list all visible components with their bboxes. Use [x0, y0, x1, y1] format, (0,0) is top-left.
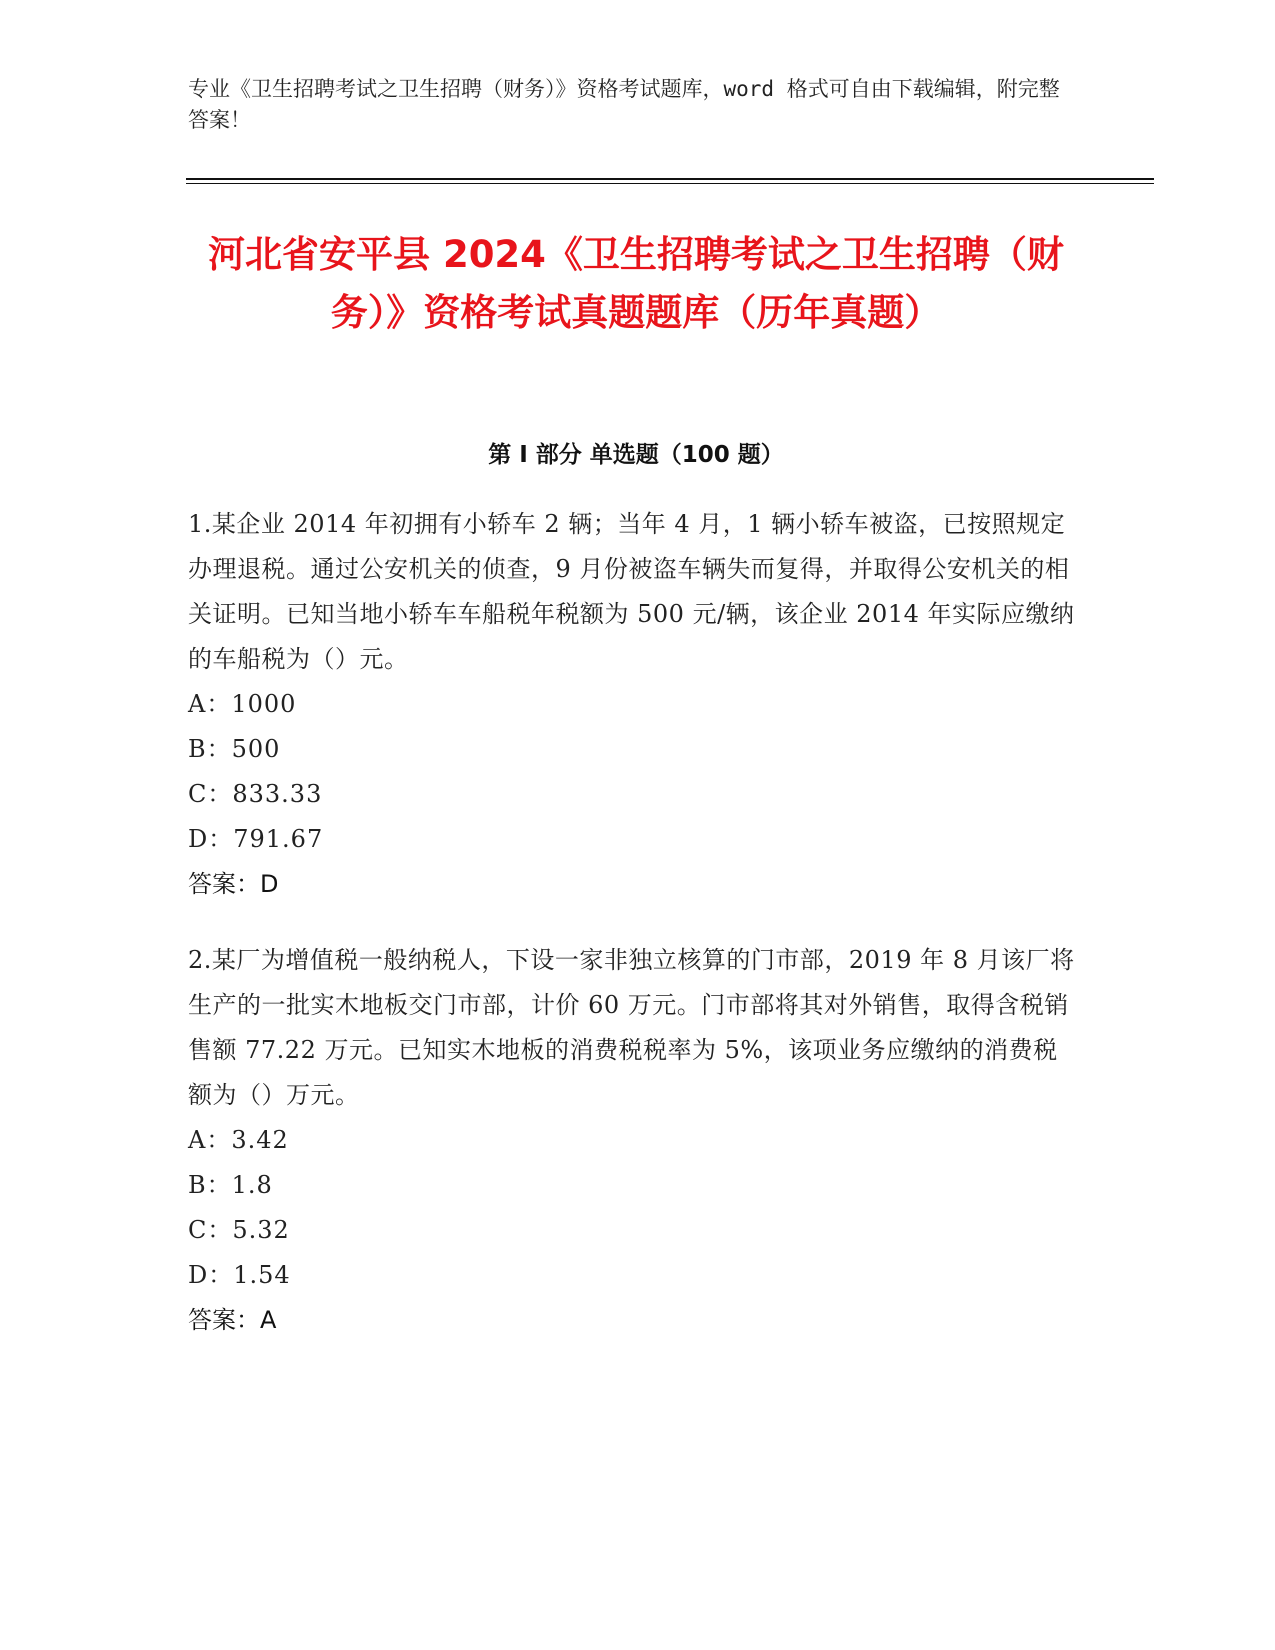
header-rule-thin [186, 183, 1154, 184]
header-note: 专业《卫生招聘考试之卫生招聘（财务）》资格考试题库，word 格式可自由下载编辑，附完整答案！ [188, 77, 1060, 132]
question-2 [188, 938, 1076, 1343]
question-stem: 1.某企业 2014 年初拥有小轿车 2 辆；当年 4 月，1 辆小轿车被盗，已按照规定办理退税。通过公安机关的侦查，9 月份被盗车辆失而复得，并取得公安机关的相关证明。已知当地小轿车车船税年税额为 500 元/辆，该企业 2014 年实际应缴纳的车船税为（）元。 [188, 510, 1075, 673]
option-a: A：1000 [188, 690, 297, 718]
question-1 [188, 502, 1076, 907]
answer: 答案：D [188, 870, 279, 898]
option-c: C：833.33 [188, 780, 323, 808]
section-heading: 第 I 部分 单选题（100 题） [488, 442, 784, 468]
option-d: D：1.54 [188, 1261, 291, 1289]
option-c: C：5.32 [188, 1216, 290, 1244]
option-a: A：3.42 [188, 1126, 289, 1154]
option-b: B：1.8 [188, 1171, 273, 1199]
option-d: D：791.67 [188, 825, 324, 853]
header-rule-thick [186, 178, 1154, 180]
answer: 答案：A [188, 1306, 277, 1334]
document-title: 河北省安平县 2024《卫生招聘考试之卫生招聘（财务）》资格考试真题题库（历年真题） [208, 233, 1064, 334]
question-stem: 2.某厂为增值税一般纳税人，下设一家非独立核算的门市部，2019 年 8 月该厂将生产的一批实木地板交门市部，计价 60 万元。门市部将其对外销售，取得含税销售额 77.22 万元。已知实木地板的消费税税率为 5%，该项业务应缴纳的消费税额为（）万元。 [188, 946, 1075, 1109]
option-b: B：500 [188, 735, 281, 763]
